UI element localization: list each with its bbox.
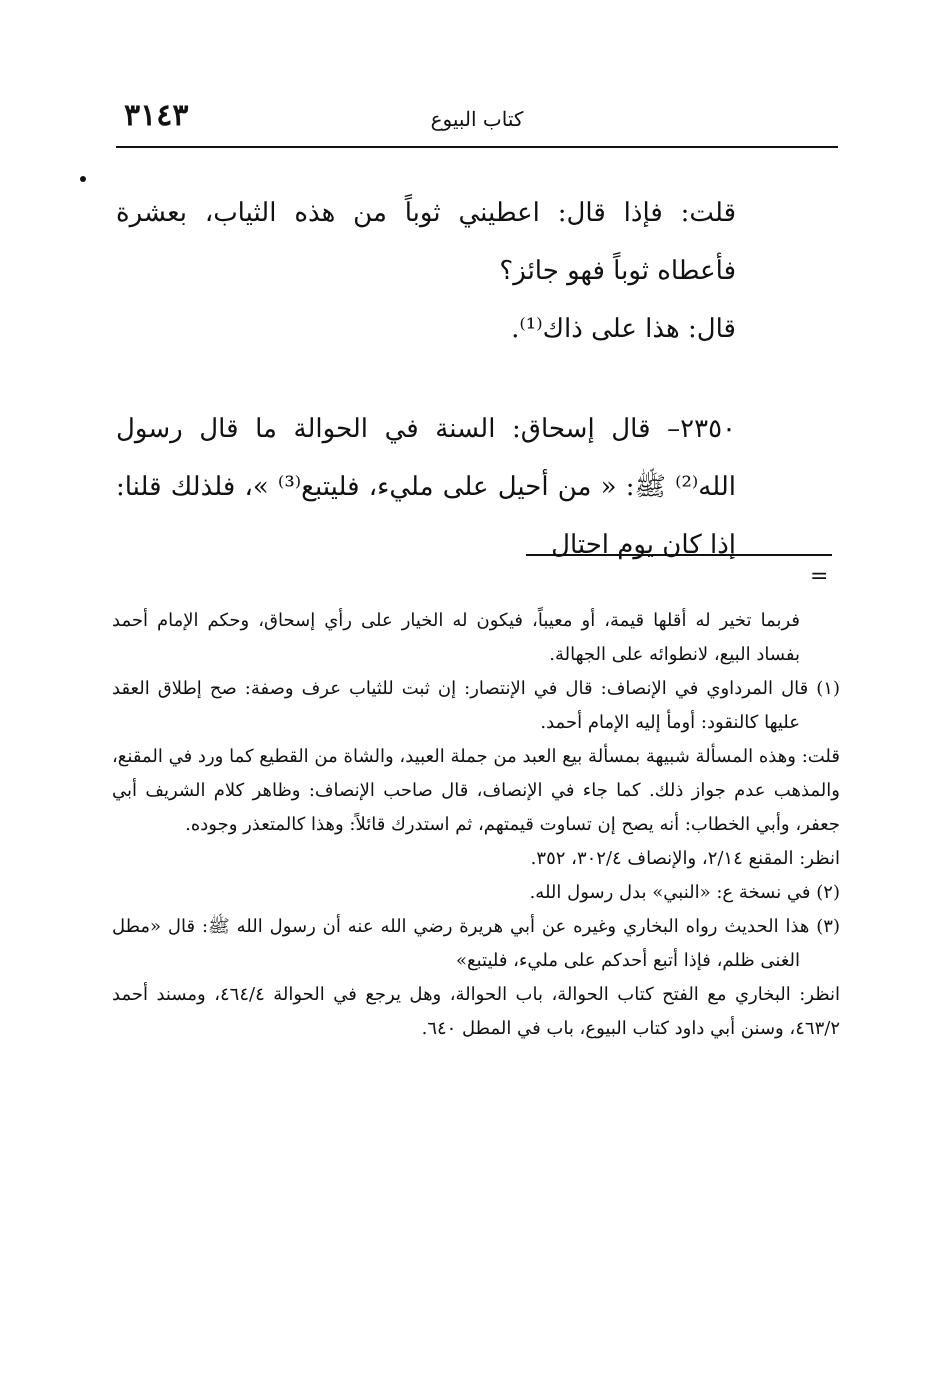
running-title: كتاب البيوع (430, 107, 524, 131)
footnote-separator (526, 554, 832, 556)
page-number: ٣١٤٣ (124, 98, 189, 133)
footnotes (112, 604, 840, 1046)
footnote-3-reference: انظر: البخاري مع الفتح كتاب الحوالة، باب الحوالة، وهل يرجع في الحوالة ٤٦٤/٤، ومسند أحمد ٤٦٣/٢، وسنن أبي داود كتاب البيوع، باب في المطل ٦٤٠. (112, 984, 841, 1039)
page-header (116, 98, 838, 148)
footnote-continuation: فربما تخير له أقلها قيمة، أو معيباً، فيكون له الخيار على رأي إسحاق، وحكم الإمام أحمد بفساد البيع، لانطوائه على الجهالة. (112, 610, 800, 665)
main-paragraph-2350: ٢٣٥٠– قال إسحاق: السنة في الحوالة ما قال رسول الله⁽²⁾ ﷺ: « من أحيل على مليء، فليتبع⁽³⁾ »، فلذلك قلنا: إذا كان يوم احتال (116, 414, 736, 560)
footnote-3: (٣) هذا الحديث رواه البخاري وغيره عن أبي هريرة رضي الله عنه أن رسول الله ﷺ: قال «مطل الغنى ظلم، فإذا أتبع أحدكم على مليء، فليتبع» (112, 916, 840, 971)
main-paragraph-question: قلت: فإذا قال: اعطيني ثوباً من هذه الثياب، بعشرة فأعطاه ثوباً فهو جائز؟ (116, 198, 736, 286)
main-paragraph-answer: قال: هذا على ذاك⁽¹⁾. (511, 314, 736, 344)
footnote-2: (٢) في نسخة ع: «النبي» بدل رسول الله. (529, 882, 840, 903)
margin-dot (80, 176, 86, 182)
footnote-1-comment: قلت: وهذه المسألة شبيهة بمسألة بيع العبد من جملة العبيد، والشاة من القطيع كما ورد في المقنع، والمذهب عدم جواز ذلك. كما جاء في الإنصاف، قال صاحب الإنصاف: وظاهر كلام الشريف أبي جعفر، وأبي الخطاب: أنه يصح إن تساوت قيمتهم، ثم استدرك قائلاً: وهذا كالمتعذر وجوده. (112, 746, 840, 835)
footnote-1: (١) قال المرداوي في الإنصاف: قال في الإنتصار: إن ثبت للثياب عرف وصفة: صح إطلاق العقد عليها كالنقود: أومأ إليه الإمام أحمد. (112, 678, 840, 733)
footnote-1-reference: انظر: المقنع ٢/١٤، والإنصاف ٣٠٢/٤، ٣٥٢. (530, 848, 840, 869)
continuation-mark: = (810, 564, 829, 589)
main-text (116, 184, 736, 574)
